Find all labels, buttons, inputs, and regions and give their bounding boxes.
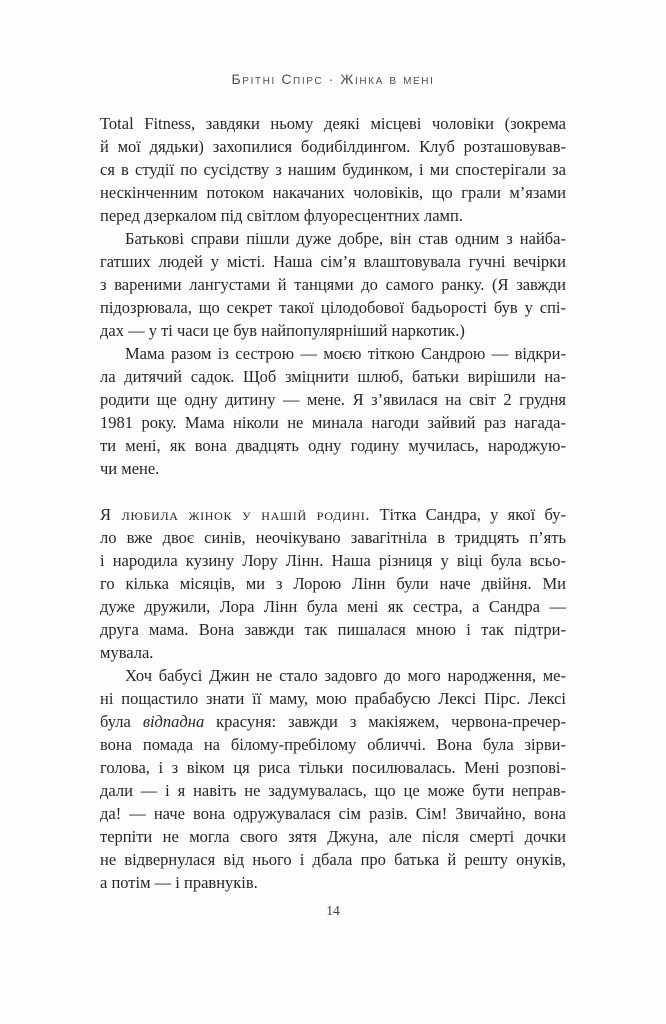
- text-line: [100, 181, 566, 204]
- running-header: Брітні Спірс · Жінка в мені: [231, 71, 435, 87]
- text-segment: ні пощастило знати її маму, мою прабабусю Лексі Пірс. Лексі: [100, 689, 566, 708]
- text-segment: Тітка Сандра, у якої бу-: [370, 505, 566, 524]
- text-segment: 1981 року. Мама ніколи не минала нагоди зайвий раз нагада-: [100, 413, 566, 432]
- paragraph: [100, 342, 566, 480]
- text-segment: Хоч бабусі Джин не стало задовго до мого народження, ме-: [125, 666, 566, 685]
- text-segment: да! — наче вона одружувалася сім разів. Сім! Звичайно, вона: [100, 804, 566, 823]
- text-line: [100, 641, 566, 664]
- text-line: [100, 664, 566, 687]
- text-line: [100, 572, 566, 595]
- text-segment-smallcaps: Я любила жінок у нашій родині.: [100, 505, 371, 524]
- text-segment: друга мама. Вона завжди так пишалася мною і так підтри-: [100, 620, 566, 639]
- text-segment: Total Fitness, завдяки ньому деякі місцеві чоловіки (зокрема: [100, 114, 566, 133]
- text-segment-italic: відпадна: [142, 712, 205, 731]
- text-segment: мувала.: [100, 643, 154, 662]
- text-segment: була: [100, 712, 143, 731]
- text-line: [100, 158, 566, 181]
- text-line: [100, 411, 566, 434]
- text-line: [100, 549, 566, 572]
- text-line: [100, 112, 566, 135]
- text-segment: перед дзеркалом під світлом флуоресцентних ламп.: [100, 206, 463, 225]
- page-number: 14: [326, 903, 340, 918]
- text-segment: дали — і я навіть не задумувалась, що це може бути неправ-: [100, 781, 566, 800]
- paragraph: [100, 503, 566, 664]
- text-segment: красуня: завжди з макіяжем, червона-пречер-: [204, 712, 566, 731]
- text-line: [100, 595, 566, 618]
- text-line: [100, 388, 566, 411]
- text-segment: ти мені, як вона двадцять одну годину мучилась, народжую-: [100, 436, 566, 455]
- text-line: [100, 871, 566, 894]
- text-line: [100, 273, 566, 296]
- text-line: [100, 710, 566, 733]
- text-line: [100, 250, 566, 273]
- paragraph: [100, 664, 566, 894]
- text-segment: дуже дружили, Лора Лінн була мені як сестра, а Сандра —: [100, 597, 566, 616]
- text-segment: терпіти не могла свого зятя Джуна, але після смерті дочки: [100, 827, 566, 846]
- text-segment: і народила кузину Лору Лінн. Наша різниця у віці була всьо-: [100, 551, 566, 570]
- text-segment: підозрювала, що секрет такої цілодобової бадьорості був у спі-: [100, 298, 566, 317]
- text-line: [100, 319, 566, 342]
- text-segment: ся в студії по сусідству з нашим будинком, і ми спостерігали за: [100, 160, 566, 179]
- text-line: [100, 825, 566, 848]
- text-line: [100, 756, 566, 779]
- text-segment: вона помада на білому-пребілому обличчі. Вона була зірви-: [100, 735, 566, 754]
- text-line: [100, 618, 566, 641]
- text-line: [100, 365, 566, 388]
- text-segment: нескінченним потоком накачаних чоловіків, що грали м’язами: [100, 183, 566, 202]
- text-line: [100, 802, 566, 825]
- text-line: [100, 135, 566, 158]
- text-segment: Мама разом із сестрою — моєю тіткою Сандрою — відкри-: [125, 344, 566, 363]
- text-segment: не відвернулася від нього і дбала про батька й решту онуків,: [100, 850, 566, 869]
- text-line: [100, 434, 566, 457]
- text-line: [100, 227, 566, 250]
- text-segment: з вареними лангустами й танцями до самого ранку. (Я завжди: [100, 275, 566, 294]
- text-line: [100, 779, 566, 802]
- text-segment: голова, і з віком ця риса тільки посилювалась. Мені розпові-: [100, 758, 566, 777]
- text-line: [100, 457, 566, 480]
- text-segment: родити ще одну дитину — мене. Я з’явилася на світ 2 грудня: [100, 390, 566, 409]
- text-segment: го кілька місяців, ми з Лорою Лінн були наче двійня. Ми: [100, 574, 566, 593]
- text-line: [100, 342, 566, 365]
- page-body-text: [100, 112, 566, 894]
- text-line: [100, 848, 566, 871]
- text-line: [100, 503, 566, 526]
- text-line: [100, 687, 566, 710]
- text-segment: ло вже двоє синів, неочікувано завагітніла в тридцять п’ять: [100, 528, 566, 547]
- text-line: [100, 526, 566, 549]
- paragraph: [100, 112, 566, 227]
- text-line: [100, 733, 566, 756]
- text-segment: й мої дядьки) захопилися бодибілдингом. Клуб розташовував-: [100, 137, 566, 156]
- text-segment: гатших людей у місті. Наша сім’я влаштовувала гучні вечірки: [100, 252, 566, 271]
- text-segment: дах — у ті часи це був найпопулярніший наркотик.): [100, 321, 465, 340]
- text-line: [100, 204, 566, 227]
- text-segment: а потім — і правнуків.: [100, 873, 258, 892]
- text-segment: Батькові справи пішли дуже добре, він став одним з найба-: [125, 229, 566, 248]
- text-segment: ла дитячий садок. Щоб зміцнити шлюб, батьки вирішили на-: [100, 367, 566, 386]
- paragraph: [100, 227, 566, 342]
- text-line: [100, 296, 566, 319]
- text-segment: чи мене.: [100, 459, 160, 478]
